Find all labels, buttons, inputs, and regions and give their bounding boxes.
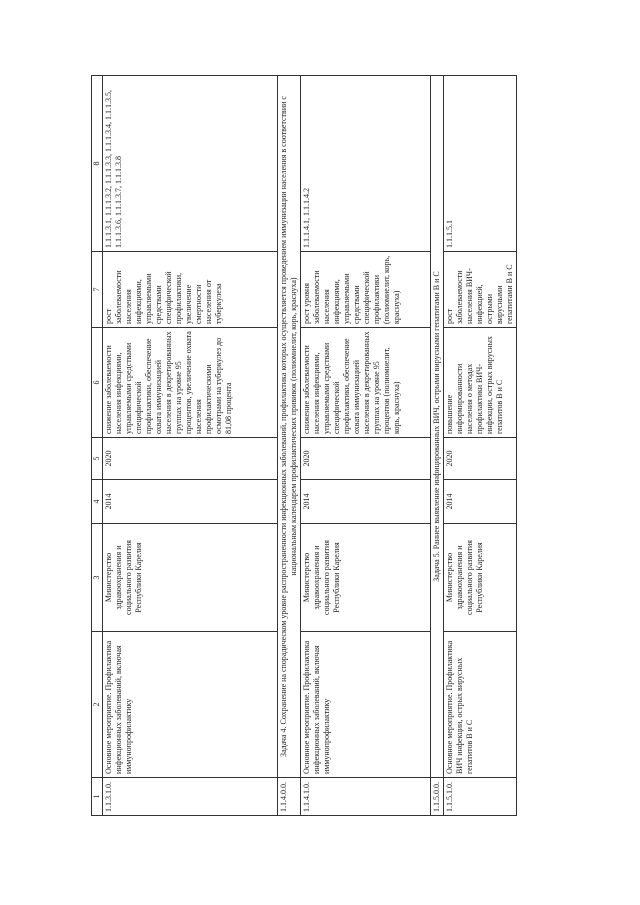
column-number: 8 (92, 76, 103, 252)
end-year: 2020 (444, 438, 517, 480)
task-row (278, 76, 301, 816)
table-row (301, 76, 431, 816)
executor: Министерство здравоохранения и социального развития Республики Карелия (103, 524, 278, 632)
start-year: 2014 (301, 480, 431, 524)
executor: Министерство здравоохранения и социального развития Республики Карелия (444, 524, 517, 632)
row-code: 1.1.5.0.0. (431, 778, 444, 816)
column-number: 4 (92, 480, 103, 524)
expected-result: снижение заболеваемости населения инфекциями, управляемыми средствами специфической профилактики, обеспечение охвата иммунизацией населения в декретированных группах на уровне 95 процентов, увеличение охвата населения профилактическими осмотрами на туберкулез до 81,08 процента (103, 328, 278, 438)
measure-name: Основное мероприятие. Профилактика инфекционных заболеваний, включая иммунопрофилактику (103, 632, 278, 778)
header-row (92, 76, 103, 816)
indicator-link: 1.1.1.3.1, 1.1.1.3.2, 1.1.1.3.3, 1.1.1.3.4, 1.1.1.3.5, 1.1.1.3.6, 1.1.1.3.7, 1.1.1.3.8 (103, 76, 278, 252)
task-title: Задача 4. Сохранение на спорадическом уровне распространенности инфекционных заболеваний, профилактика которых осуществляется проведением иммунизации населения в соответствии с национальным календарем профилактических прививок (полиомиелит, корь, краснуха) (278, 76, 301, 778)
row-code: 1.1.5.1.0. (444, 778, 517, 816)
start-year: 2014 (444, 480, 517, 524)
measure-name: Основное мероприятие. Профилактика инфекционных заболеваний, включая иммунопрофилактику (301, 632, 431, 778)
indicator-link: 1.1.1.5.1 (444, 76, 517, 252)
table-row (444, 76, 517, 816)
expected-result: снижение заболеваемости населения инфекциями, управляемыми средствами специфической профилактики, обеспечение охвата иммунизацией населения в декретированных группах на уровне 95 процентов (полиомиелит, корь, краснуха) (301, 328, 431, 438)
task-row (431, 76, 444, 816)
column-number: 5 (92, 438, 103, 480)
executor: Министерство здравоохранения и социального развития Республики Карелия (301, 524, 431, 632)
rotated-page (91, 76, 514, 816)
row-code: 1.1.3.1.0. (103, 778, 278, 816)
column-number: 2 (92, 632, 103, 778)
program-measures-table (91, 75, 517, 816)
consequence: рост заболеваемости населения инфекциями, управляемыми средствами специфической профилактики, увеличение смертности населения от туберкулеза (103, 252, 278, 328)
consequence: рост уровня заболеваемости населения инфекциями, управляемыми средствами специфической профилактики (полиомиелит, корь, краснуха) (301, 252, 431, 328)
task-title: Задача 5. Раннее выявление инфицированных ВИЧ, острыми вирусными гепатитами В и С (431, 76, 444, 778)
end-year: 2020 (301, 438, 431, 480)
row-code: 1.1.4.0.0. (278, 778, 301, 816)
table-row (103, 76, 278, 816)
row-code: 1.1.4.1.0. (301, 778, 431, 816)
end-year: 2020 (103, 438, 278, 480)
column-number: 1 (92, 778, 103, 816)
expected-result: повышение информированности населения о методах профилактики ВИЧ-инфекции, острых вирусных гепатитов В и С (444, 328, 517, 438)
indicator-link: 1.1.1.4.1, 1.1.1.4.2 (301, 76, 431, 252)
column-number: 3 (92, 524, 103, 632)
start-year: 2014 (103, 480, 278, 524)
measure-name: Основное мероприятие. Профилактика ВИЧ инфекции, острых вирусных гепатитов В и С (444, 632, 517, 778)
column-number: 6 (92, 328, 103, 438)
column-number: 7 (92, 252, 103, 328)
consequence: рост заболеваемости населения ВИЧ-инфекцией, острыми вирусными гепатитами В и С (444, 252, 517, 328)
